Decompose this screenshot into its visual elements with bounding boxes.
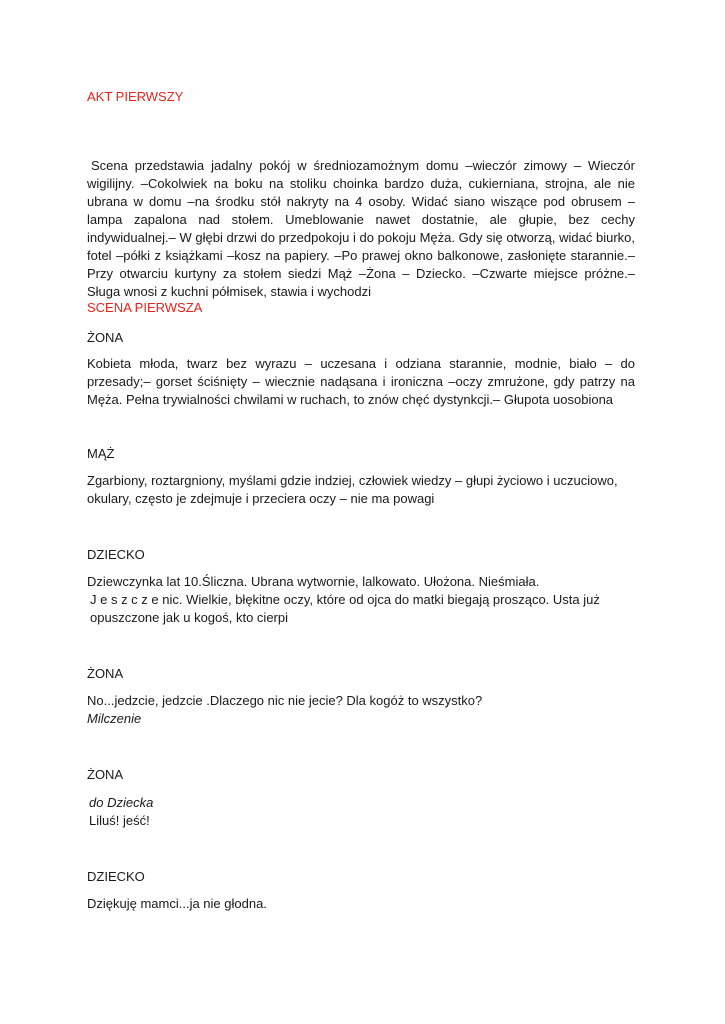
character-description-maz: Zgarbiony, roztargniony, myślami gdzie indziej, człowiek wiedzy – głupi życiowo i uczuciowo, okulary, często je zdejmuje i przeciera oczy – nie ma powagi: [87, 473, 618, 506]
character-name-zona: ŻONA: [87, 330, 124, 345]
dialogue-line: Dziękuję mamci...ja nie głodna.: [87, 896, 267, 911]
character-description-dziecko-line1: Dziewczynka lat 10.Śliczna. Ubrana wytwornie, lalkowato. Ułożona. Nieśmiała.: [87, 574, 540, 589]
character-name-maz: MĄŻ: [87, 446, 115, 461]
speaker-name: ŻONA: [87, 767, 124, 782]
stage-direction: do Dziecka: [89, 795, 154, 810]
act-title: AKT PIERWSZY: [87, 89, 184, 104]
stage-direction: Milczenie: [87, 711, 142, 726]
character-description-zona: Kobieta młoda, twarz bez wyrazu – uczesana i odziana starannie, modnie, biało – do przesady;– gorset ściśnięty – wiecznie nadąsana i ironiczna –oczy zmrużone, gdy patrzy na Męża. Pełna trywialności chwilami w ruchach, to znów chęć dystynkcji.– Głupota uosobiona: [87, 356, 635, 407]
speaker-name: DZIECKO: [87, 869, 145, 884]
speaker-name: ŻONA: [87, 666, 124, 681]
dialogue-line: Liluś! jeść!: [89, 813, 150, 828]
character-description-dziecko-line2: J e s z c z e nic. Wielkie, błękitne oczy, które od ojca do matki biegają prosząco. Usta już opuszczone jak u kogoś, kto cierpi: [90, 592, 600, 625]
dialogue-line: No...jedzcie, jedzcie .Dlaczego nic nie jecie? Dla kogóż to wszystko?: [87, 693, 483, 708]
character-name-dziecko: DZIECKO: [87, 547, 145, 562]
stage-directions-intro: Scena przedstawia jadalny pokój w średniozamożnym domu –wieczór zimowy – Wieczór wigilijny. –Cokolwiek na boku na stoliku choinka bardzo duża, cukierniana, strojna, ale nie ubrana w domu –na środku stół nakryty na 4 osoby. Widać siano wiszące pod obrusem – lampa zapalona nad stołem. Umeblowanie nawet dostatnie, ale głupie, bez cechy indywidualnej.– W głębi drzwi do przedpokoju i do pokoju Męża. Gdy się otworzą, widać biurko, fotel –półki z książkami –kosz na papiery. –Po prawej okno balkonowe, zasłonięte starannie.– Przy otwarciu kurtyny za stołem siedzi Mąż –Żona – Dziecko. –Czwarte miejsce próżne.– Sługa wnosi z kuchni półmisek, stawia i wychodzi: [87, 158, 635, 299]
scene-title: SCENA PIERWSZA: [87, 300, 203, 315]
